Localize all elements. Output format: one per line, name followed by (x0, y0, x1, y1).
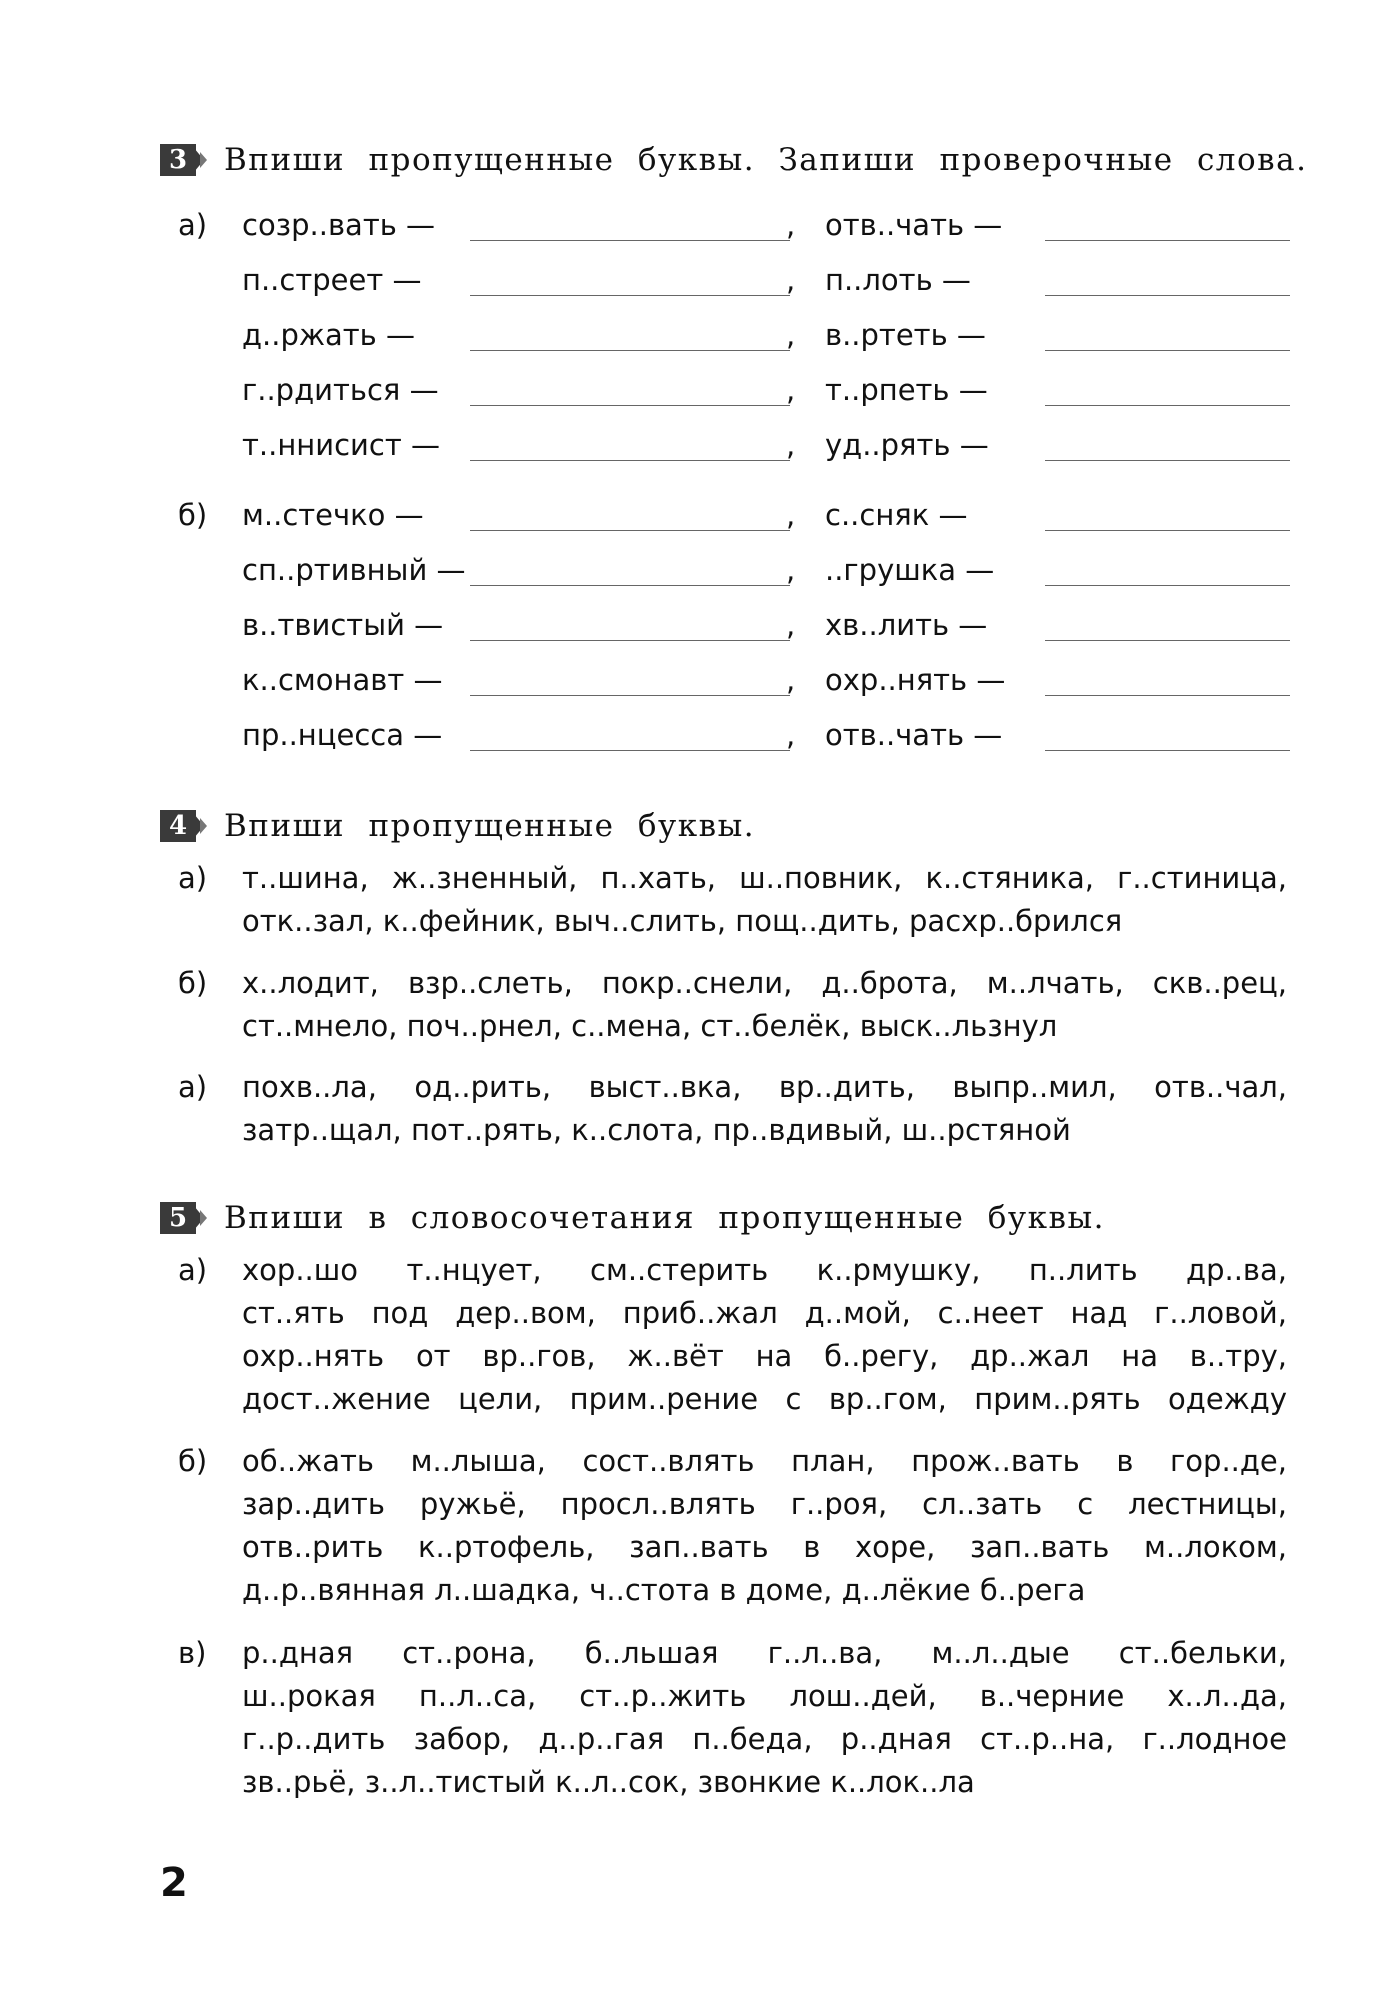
text-line: дост..жение цели, прим..рение с вр..гом, прим..рять одежду (242, 1382, 1287, 1416)
task-4-block-c (242, 1066, 1287, 1152)
left-word: д..ржать — (242, 318, 415, 352)
text-line: ш..рокая п..л..са, ст..р..жить лош..дей, в..черние х..л..да, (242, 1679, 1287, 1713)
left-word: т..ннисист — (242, 428, 440, 462)
answer-line[interactable] (470, 295, 790, 296)
task-3-badge (160, 144, 210, 176)
task-5-block-label: в) (178, 1636, 207, 1670)
comma: , (786, 663, 796, 697)
answer-line[interactable] (470, 585, 790, 586)
task-5-block-label: а) (178, 1253, 208, 1287)
answer-line[interactable] (1045, 240, 1290, 241)
text-line: т..шина, ж..зненный, п..хать, ш..повник, к..стяника, г..стиница, (242, 861, 1287, 895)
text-line: похв..ла, од..рить, выст..вка, вр..дить, выпр..мил, отв..чал, (242, 1070, 1287, 1104)
left-word: м..стечко — (242, 498, 424, 532)
comma: , (786, 373, 796, 407)
left-word: к..смонавт — (242, 663, 443, 697)
task-3-header (160, 142, 1307, 178)
answer-line[interactable] (1045, 585, 1290, 586)
text-line: ст..ять под дер..вом, приб..жал д..мой, с..неет над г..ловой, (242, 1296, 1287, 1330)
answer-line[interactable] (1045, 295, 1290, 296)
left-word: г..рдиться — (242, 373, 439, 407)
text-line: зар..дить ружьё, просл..влять г..роя, сл..зать с лестницы, (242, 1487, 1287, 1521)
answer-line[interactable] (470, 750, 790, 751)
task-5-block-a (242, 1249, 1287, 1421)
left-word: сп..ртивный — (242, 553, 466, 587)
right-word: уд..рять — (825, 428, 989, 462)
right-word: ..грушка — (825, 553, 995, 587)
text-line: р..дная ст..рона, б..льшая г..л..ва, м..л..дые ст..бельки, (242, 1636, 1287, 1670)
page-number: 2 (160, 1860, 188, 1906)
text-line: об..жать м..лыша, сост..влять план, прож..вать в гор..де, (242, 1444, 1287, 1478)
comma: , (786, 318, 796, 352)
answer-line[interactable] (470, 350, 790, 351)
task-4-title: Впиши пропущенные буквы. (224, 808, 756, 844)
chevron-icon (200, 818, 207, 834)
right-word: охр..нять — (825, 663, 1006, 697)
text-line: затр..щал, пот..рять, к..слота, пр..вдивый, ш..рстяной (242, 1113, 1071, 1147)
right-word: отв..чать — (825, 208, 1003, 242)
left-word: в..твистый — (242, 608, 444, 642)
text-line: охр..нять от вр..гов, ж..вёт на б..регу, др..жал на в..тру, (242, 1339, 1287, 1373)
text-line: отк..зал, к..фейник, выч..слить, пощ..дить, расхр..брился (242, 904, 1123, 938)
left-word: п..стреет — (242, 263, 422, 297)
answer-line[interactable] (1045, 530, 1290, 531)
task-4-block-label: б) (178, 966, 208, 1000)
answer-line[interactable] (1045, 350, 1290, 351)
answer-line[interactable] (470, 530, 790, 531)
comma: , (786, 208, 796, 242)
task-5-block-label: б) (178, 1444, 208, 1478)
task-4-block-b (242, 962, 1287, 1048)
comma: , (786, 428, 796, 462)
text-line: г..р..дить забор, д..р..гая п..беда, р..дная ст..р..на, г..лодное (242, 1722, 1287, 1756)
comma: , (786, 498, 796, 532)
comma: , (786, 553, 796, 587)
task-4-header (160, 808, 755, 844)
task-3-a-label: а) (178, 208, 208, 242)
right-word: хв..лить — (825, 608, 988, 642)
answer-line[interactable] (470, 695, 790, 696)
answer-line[interactable] (1045, 695, 1290, 696)
answer-line[interactable] (1045, 405, 1290, 406)
task-4-number: 4 (160, 810, 196, 842)
text-line: ст..мнело, поч..рнел, с..мена, ст..белёк, выск..льзнул (242, 1009, 1058, 1043)
answer-line[interactable] (470, 240, 790, 241)
task-5-badge (160, 1202, 210, 1234)
chevron-icon (200, 152, 207, 168)
comma: , (786, 718, 796, 752)
answer-line[interactable] (470, 460, 790, 461)
answer-line[interactable] (1045, 750, 1290, 751)
right-word: т..рпеть — (825, 373, 988, 407)
right-word: п..лоть — (825, 263, 971, 297)
task-5-header (160, 1200, 1105, 1236)
task-3-number: 3 (160, 144, 196, 176)
task-5-block-b (242, 1440, 1287, 1612)
task-4-block-a (242, 857, 1287, 943)
answer-line[interactable] (470, 640, 790, 641)
task-5-number: 5 (160, 1202, 196, 1234)
text-line: зв..рьё, з..л..тистый к..л..сок, звонкие к..лок..ла (242, 1765, 975, 1799)
comma: , (786, 608, 796, 642)
chevron-icon (200, 1210, 207, 1226)
left-word: созр..вать — (242, 208, 436, 242)
task-3-title: Впиши пропущенные буквы. Запиши проверочные слова. (224, 142, 1308, 178)
text-line: д..р..вянная л..шадка, ч..стота в доме, д..лёкие б..рега (242, 1573, 1086, 1607)
answer-line[interactable] (1045, 640, 1290, 641)
task-5-block-c (242, 1632, 1287, 1804)
right-word: с..сняк — (825, 498, 968, 532)
task-5-title: Впиши в словосочетания пропущенные буквы. (224, 1200, 1106, 1236)
text-line: х..лодит, взр..слеть, покр..снели, д..брота, м..лчать, скв..рец, (242, 966, 1287, 1000)
text-line: отв..рить к..ртофель, зап..вать в хоре, зап..вать м..локом, (242, 1530, 1287, 1564)
task-3-b-label: б) (178, 498, 208, 532)
comma: , (786, 263, 796, 297)
answer-line[interactable] (1045, 460, 1290, 461)
task-4-badge (160, 810, 210, 842)
right-word: в..ртеть — (825, 318, 986, 352)
text-line: хор..шо т..нцует, см..стерить к..рмушку, п..лить др..ва, (242, 1253, 1287, 1287)
left-word: пр..нцесса — (242, 718, 443, 752)
task-4-block-label: а) (178, 861, 208, 895)
task-4-block-label: а) (178, 1070, 208, 1104)
right-word: отв..чать — (825, 718, 1003, 752)
answer-line[interactable] (470, 405, 790, 406)
